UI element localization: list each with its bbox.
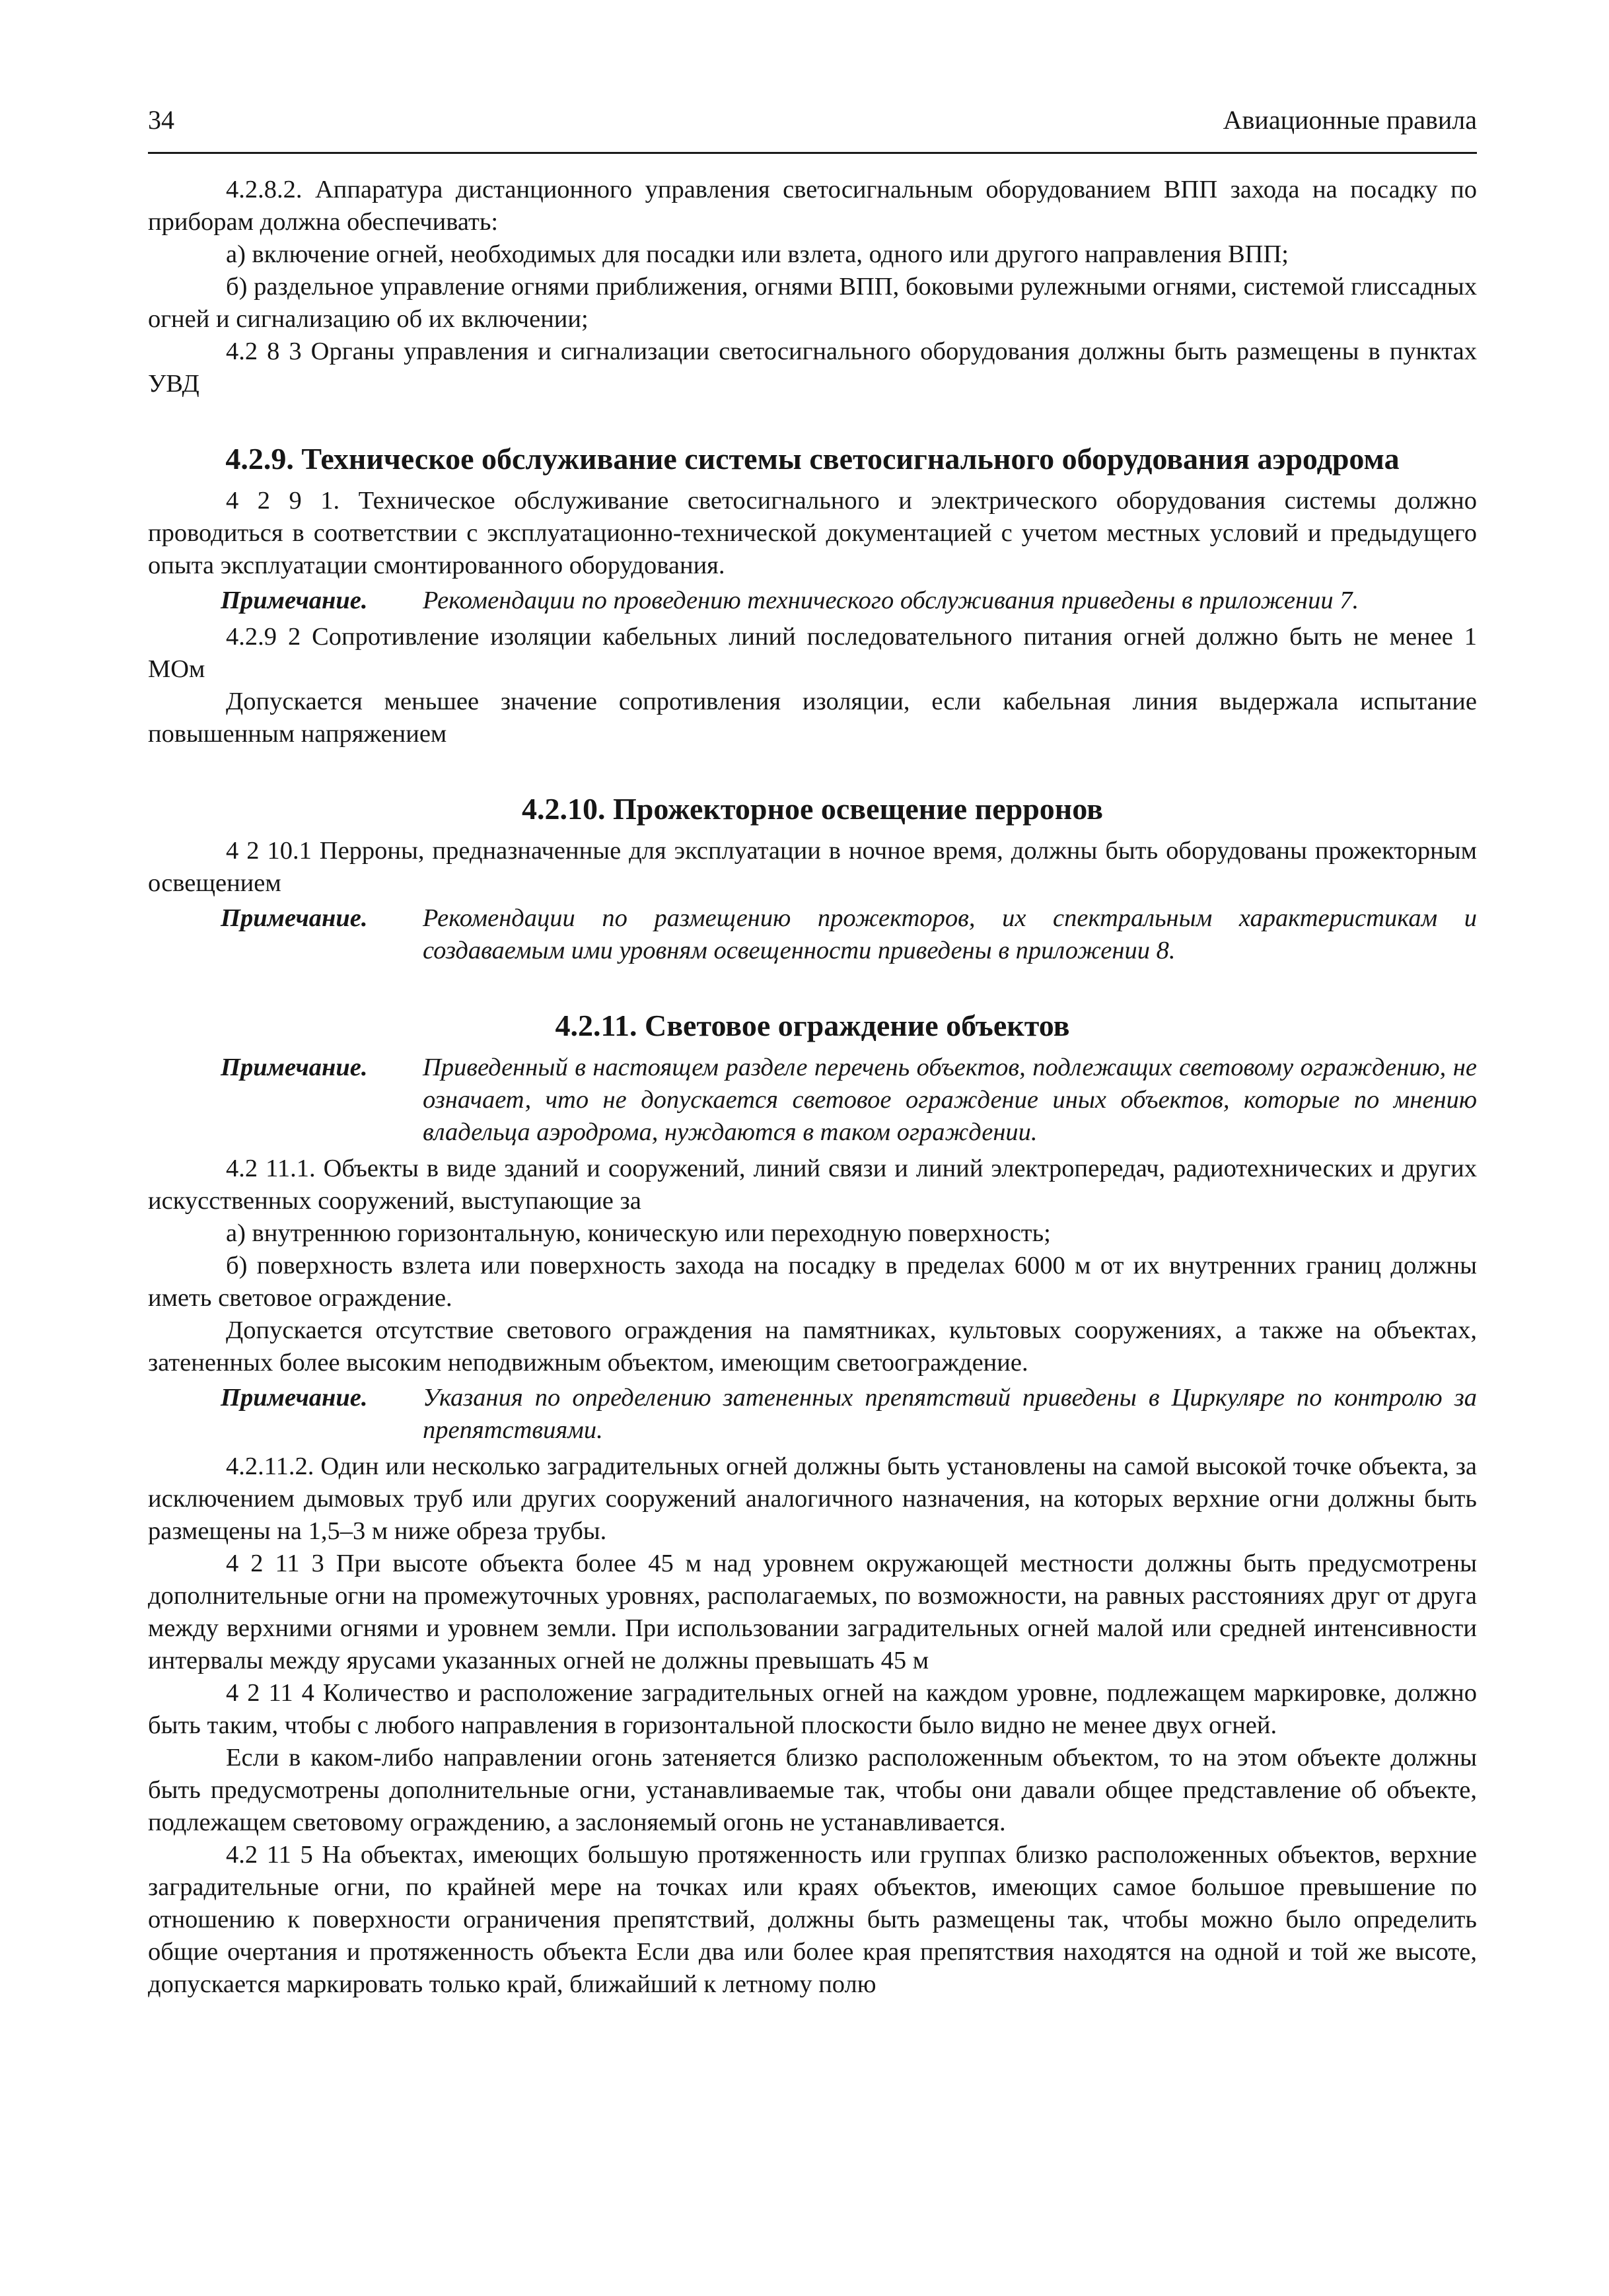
note-4-2-9 xyxy=(148,585,1477,617)
paragraph-4-2-11-5: 4.2 11 5 На объектах, имеющих большую протяженность или группах близко расположенных объектов, верхние заградительные огни, по крайней мере на точках или краях объектов, имеющих самое большое превышение по отношению к поверхности ограничения препятствий, должны быть размещены так, чтобы можно было определить общие очертания и протяженность объекта Если два или более края препятствия находятся на одной и той же высоте, допускается маркировать только край, ближайший к летному полю xyxy=(148,1841,1477,1998)
section-heading-4-2-9: 4.2.9. Техническое обслуживание системы светосигнального оборудования аэродрома xyxy=(225,442,1400,476)
note-text: Указания по определению затененных препятствий приведены в Циркуляре по контролю за препятствиями. xyxy=(423,1384,1477,1444)
section-heading-4-2-11: 4.2.11. Световое ограждение объектов xyxy=(555,1009,1070,1042)
list-item-a: а) внутреннюю горизонтальную, коническую или переходную поверхность; xyxy=(226,1219,1051,1247)
note-label: Примечание. xyxy=(221,1384,368,1412)
paragraph-4-2-9-2: 4.2.9 2 Сопротивление изоляции кабельных линий последовательного питания огней должно быть не менее 1 МОм xyxy=(148,623,1477,683)
note-label: Примечание. xyxy=(221,1054,368,1081)
list-item-b: б) поверхность взлета или поверхность захода на посадку в пределах 6000 м от их внутренних границ должны иметь световое ограждение. xyxy=(148,1252,1477,1312)
running-title: Авиационные правила xyxy=(1223,105,1477,135)
note-4-2-10 xyxy=(148,902,1477,967)
paragraph-4-2-11-2: 4.2.11.2. Один или несколько заградительных огней должны быть установлены на самой высокой точке объекта, за исключением дымовых труб или других сооружений аналогичного назначения, на которых верхние огни должны быть размещены на 1,5–3 м ниже обреза трубы. xyxy=(148,1453,1477,1545)
paragraph-4-2-11-4-cont: Если в каком-либо направлении огонь затеняется близко расположенным объектом, то на этом объекте должны быть предусмотрены дополнительные огни, устанавливаемые так, чтобы они давали общее представление об объекте, подлежащем световому ограждению, а заслоняемый огонь не устанавливается. xyxy=(148,1744,1477,1836)
list-item-a: а) включение огней, необходимых для посадки или взлета, одного или другого направления ВПП; xyxy=(226,240,1289,268)
note-label: Примечание. xyxy=(221,587,368,614)
note-4-2-11-a xyxy=(148,1052,1477,1149)
paragraph-4-2-11-1-cont: Допускается отсутствие светового ограждения на памятниках, культовых сооружениях, а также на объектах, затененных более высоким неподвижным объектом, имеющим светоограждение. xyxy=(148,1316,1477,1377)
paragraph-4-2-8-3: 4.2 8 3 Органы управления и сигнализации светосигнального оборудования должны быть размещены в пунктах УВД xyxy=(148,338,1477,398)
section-heading-4-2-10: 4.2.10. Прожекторное освещение перронов xyxy=(521,792,1104,826)
paragraph-4-2-10-1: 4 2 10.1 Перроны, предназначенные для эксплуатации в ночное время, должны быть оборудованы прожекторным освещением xyxy=(148,837,1477,897)
page-header xyxy=(148,99,1477,154)
paragraph-4-2-11-4: 4 2 11 4 Количество и расположение заградительных огней на каждом уровне, подлежащем маркировке, должно быть таким, чтобы с любого направления в горизонтальной плоскости было видно не менее двух огней. xyxy=(148,1679,1477,1739)
paragraph-4-2-11-1: 4.2 11.1. Объекты в виде зданий и сооружений, линий связи и линий электропередач, радиотехнических и других искусственных сооружений, выступающие за xyxy=(148,1155,1477,1215)
list-item-b: б) раздельное управление огнями приближения, огнями ВПП, боковыми рулежными огнями, системой глиссадных огней и сигнализацию об их включении; xyxy=(148,273,1477,333)
paragraph-4-2-9-1: 4 2 9 1. Техническое обслуживание светосигнального и электрического оборудования системы должно проводиться в соответствии с эксплуатационно-технической документацией с учетом местных условий и предыдущего опыта эксплуатации смонтированного оборудования. xyxy=(148,487,1477,579)
note-label: Примечание. xyxy=(221,904,368,932)
page-body xyxy=(148,154,1477,2001)
note-text: Рекомендации по проведению технического обслуживания приведены в приложении 7. xyxy=(423,587,1359,614)
paragraph-4-2-11-3: 4 2 11 3 При высоте объекта более 45 м над уровнем окружающей местности должны быть предусмотрены дополнительные огни на промежуточных уровнях, располагаемых, по возможности, на равных расстояниях друг от друга между верхними огнями и уровнем земли. При использовании заградительных огней малой или средней интенсивности интервалы между ярусами указанных огней не должны превышать 45 м xyxy=(148,1550,1477,1674)
paragraph-4-2-8-2: 4.2.8.2. Аппаратура дистанционного управления светосигнальным оборудованием ВПП захода на посадку по приборам должна обеспечивать: xyxy=(148,176,1477,236)
note-4-2-11-b xyxy=(148,1382,1477,1447)
note-text: Приведенный в настоящем разделе перечень объектов, подлежащих световому ограждению, не означает, что не допускается световое ограждение иных объектов, которые по мнению владельца аэродрома, нуждаются в таком ограждении. xyxy=(423,1054,1477,1146)
paragraph-4-2-9-2-cont: Допускается меньшее значение сопротивления изоляции, если кабельная линия выдержала испытание повышенным напряжением xyxy=(148,688,1477,748)
document-page xyxy=(148,99,1477,2001)
note-text: Рекомендации по размещению прожекторов, их спектральным характеристикам и создаваемым ими уровням освещенности приведены в приложении 8. xyxy=(423,904,1477,964)
page-number: 34 xyxy=(148,105,174,135)
